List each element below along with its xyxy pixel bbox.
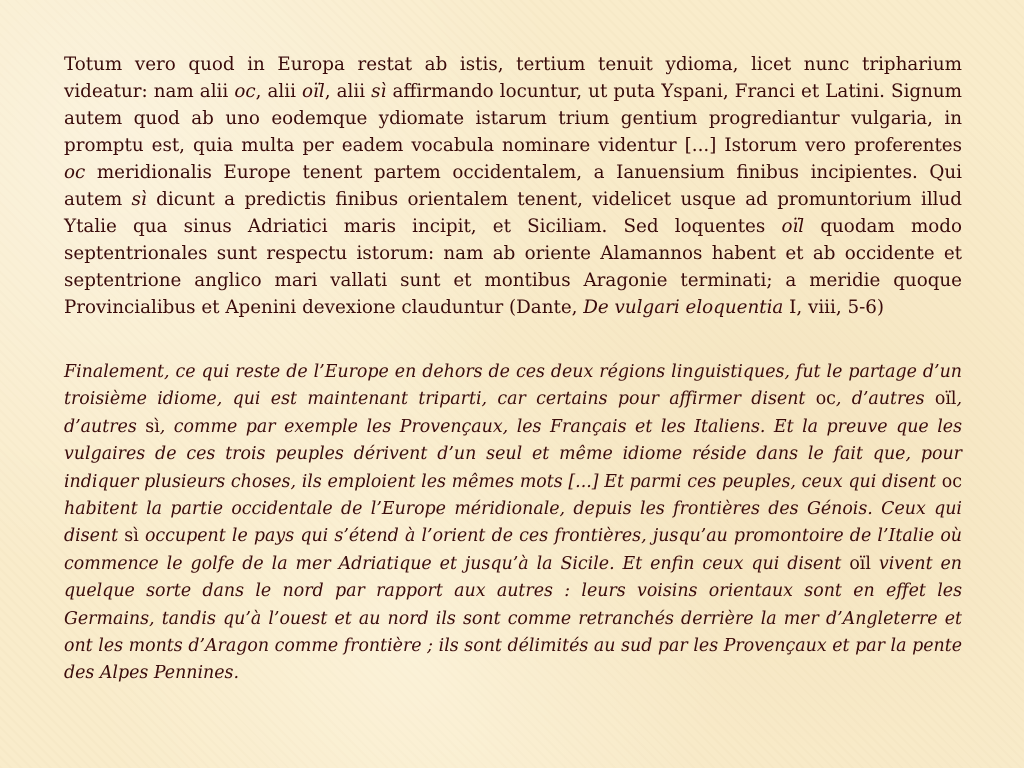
latin-text: , alii [324,81,372,102]
latin-text: Totum vero quod in Europa restat ab istis, tertium tenuit ydioma, licet nunc tripharium videatur: nam alii [64,54,962,102]
word-oc: oc [941,471,962,492]
latin-text: quodam modo septentrionales sunt respectu istorum: nam ab oriente Alamannos habent et ab occidente et septentrione anglico mari vallati sunt et montibus Aragonie terminati; a meridie quoque Provincialibus et Apenini devexione clauduntur (Dante, [64,216,962,318]
french-text: habitent la partie occidentale de l’Europe méridionale, depuis les frontières des Génois. Ceux qui disent [64,499,962,547]
word-si: sì [131,189,147,210]
french-text: , d’autres [835,389,935,410]
word-oc: oc [815,389,836,410]
french-text: occupent le pays qui s’étend à l’orient de ces frontières, jusqu’au promontoire de l’Italie où commence le golfe de la mer Adriatique et jusqu’à la Sicile. Et enfin ceux qui disent [64,526,962,574]
latin-text: meridionalis Europe tenent partem occidentalem, a Ianuensium finibus incipientes. Qui autem [64,162,962,210]
word-oil: oïl [849,553,871,574]
word-si: sì [371,81,387,102]
word-oc: oc [64,162,86,183]
french-translation-paragraph [64,359,962,688]
french-text: , comme par exemple les Provençaux, les Français et les Italiens. Et la preuve que les vulgaires de ces trois peuples dérivent d’un seul et même idiome réside dans le fait que, pour indiquer plusieurs choses, ils emploient les mêmes mots [...] Et parmi ces peuples, ceux qui disent [64,416,962,492]
latin-text: , alii [255,81,303,102]
word-si: sì [124,526,139,547]
word-oil: oïl [781,216,805,237]
latin-text: affirmando locuntur, ut puta Yspani, Franci et Latini. Signum autem quod ab uno eodemque ydiomate istarum trium gentium progrediantur vulgaria, in promptu est, quia multa per eadem vocabula nominare videntur [...] Istorum vero proferentes [64,81,963,156]
word-si: sì [145,416,160,437]
word-oc: oc [234,81,256,102]
latin-quote-paragraph [64,51,962,321]
french-text: Finalement, ce qui reste de l’Europe en dehors de ces deux régions linguistiques, fut le partage d’un troisième idiome, qui est maintenant triparti, car certains pour affirmer disent [64,362,962,410]
french-text: , d’autres [64,389,962,437]
word-oil: oïl [934,389,957,410]
work-title: De vulgari eloquentia [583,297,784,318]
french-text: vivent en quelque sorte dans le nord par rapport aux autres : leurs voisins orientaux sont en effet les Germains, tandis qu’à l’ouest et au nord ils sont comme retranchés derrière la mer d’Angleterre et ont les monts d’Aragon comme frontière ; ils sont délimités au sud par les Provençaux et par la pente des Alpes Pennines. [64,553,963,684]
latin-text: dicunt a predictis finibus orientalem tenent, videlicet usque ad promuntorium illud Ytalie qua sinus Adriatici maris incipit, et Siciliam. Sed loquentes [64,189,962,237]
citation-reference: I, viii, 5-6) [783,297,885,318]
word-oil: oïl [302,81,325,102]
